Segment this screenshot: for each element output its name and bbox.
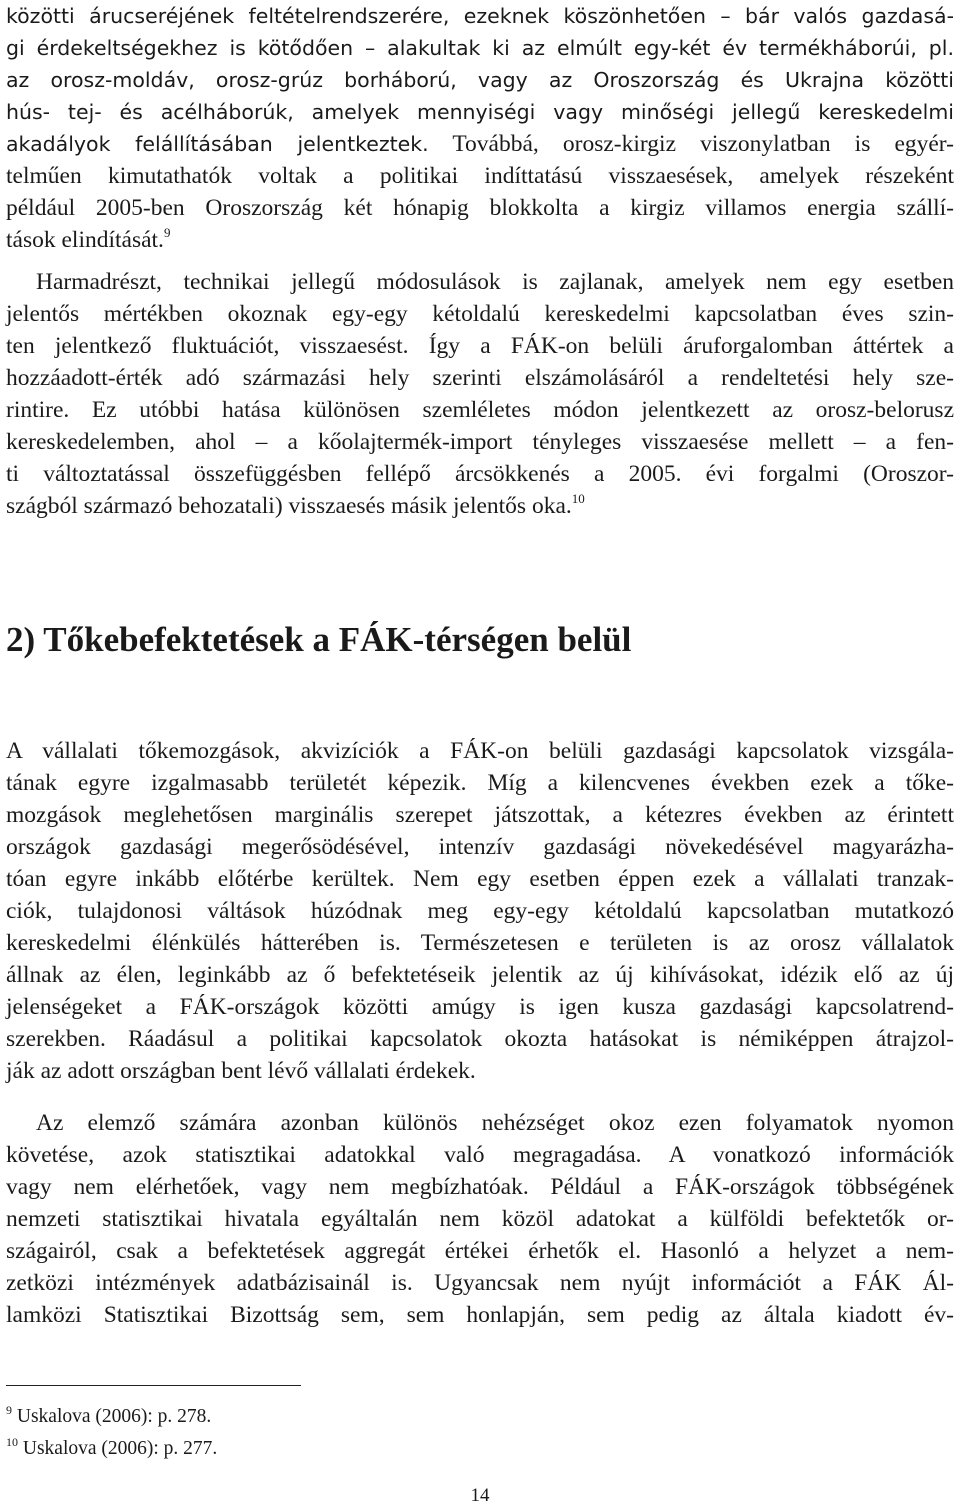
para2-line-7: ti változtatással összefüggésben fellépő árcsökkenés a 2005. évi forgalmi (Oroszor- — [6, 461, 954, 487]
para4-line-2: követése, azok statisztikai adatokkal való megragadása. A vonatkozó információk — [6, 1142, 954, 1168]
para1-line-4: hús- tej- és acélháborúk, amelyek mennyiségi vagy minőségi jellegű kereskedelmi — [6, 100, 954, 124]
para3-line-4: országok gazdasági megerősödésével, intenzív gazdasági növekedésével magyarázha- — [6, 834, 954, 860]
para4-line-4: nemzeti statisztikai hivatala egyáltalán nem közöl adatokat a külföldi befektetők or- — [6, 1206, 954, 1232]
para3-line-6: ciók, tulajdonosi váltások húzódnak meg egy-egy kétoldalú kapcsolatban mutatkozó — [6, 898, 954, 924]
para1-line-7: például 2005-ben Oroszország két hónapig blokkolta a kirgiz villamos energia szállí- — [6, 195, 954, 221]
footnote-separator — [6, 1385, 301, 1386]
footnote-10 — [6, 1436, 217, 1462]
para1-line-5-sans: akadályok felállításában jelentkeztek. — [6, 132, 429, 156]
para2-line-3: ten jelentkező fluktuációt, visszaesést. Így a FÁK-on belüli áruforgalomban áttértek a — [6, 333, 954, 359]
para1-line-8-text: tások elindítását. — [6, 227, 164, 253]
footnote-9 — [6, 1404, 211, 1430]
para4-line-7: lamközi Statisztikai Bizottság sem, sem honlapján, sem pedig az általa kiadott év- — [6, 1302, 954, 1328]
para2-line-6: kereskedelemben, ahol – a kőolajtermék-import tényleges visszaesése mellett – a fen- — [6, 429, 954, 455]
para4-line-3: vagy nem elérhetőek, vagy nem megbízhatóak. Például a FÁK-országok többségének — [6, 1174, 954, 1200]
para3-line-2: tának egyre izgalmasabb területét képezik. Míg a kilencvenes években ezek a tőke- — [6, 770, 954, 796]
footnote-10-number: 10 — [6, 1435, 18, 1449]
footnote-10-text: Uskalova (2006): p. 277. — [18, 1438, 218, 1459]
para2-line-2: jelentős mértékben okoznak egy-egy kétoldalú kereskedelmi kapcsolatban éves szin- — [6, 301, 954, 327]
para3-line-10: szerekben. Ráadásul a politikai kapcsolatok okozta hatásokat is némiképpen átrajzol- — [6, 1026, 954, 1052]
para3-line-5: tóan egyre inkább előtérbe kerültek. Nem egy esetben éppen ezek a vállalati tranzak- — [6, 866, 954, 892]
para4-line-1: Az elemző számára azonban különös nehézséget okoz ezen folyamatok nyomon — [36, 1110, 954, 1136]
para3-line-9: jelenségeket a FÁK-országok közötti amúgy is igen kusza gazdasági kapcsolatrend- — [6, 994, 954, 1020]
para4-line-6: zetközi intézmények adatbázisainál is. Ugyancsak nem nyújt információt a FÁK Ál- — [6, 1270, 954, 1296]
para3-line-11: ják az adott országban bent lévő vállalati érdekek. — [6, 1058, 476, 1084]
section-heading: 2) Tőkebefektetések a FÁK-térségen belül — [6, 620, 632, 659]
para1-line-1: közötti árucseréjének feltételrendszerére, ezeknek köszönhetően – bár valós gazdasá- — [6, 4, 954, 28]
para1-line-5 — [6, 128, 954, 160]
para1-line-3: az orosz-moldáv, orosz-grúz borháború, vagy az Oroszország és Ukrajna közötti — [6, 68, 954, 92]
para4-line-5: szágairól, csak a befektetések aggregát értékei érhetők el. Hasonló a helyzet a nem- — [6, 1238, 954, 1264]
para3-line-8: állnak az élen, leginkább az ő befektetéseik jelentik az új kihívásokat, idézik elő az új — [6, 962, 954, 988]
footnote-9-text: Uskalova (2006): p. 278. — [12, 1406, 212, 1427]
page-number: 14 — [470, 1485, 490, 1506]
para2-line-5: rintire. Ez utóbbi hatása különösen szemléletes módon jelentkezett az orosz-belorusz — [6, 397, 954, 423]
para3-line-1: A vállalati tőkemozgások, akvizíciók a FÁK-on belüli gazdasági kapcsolatok vizsgála- — [6, 738, 954, 764]
footnote-9-number: 9 — [6, 1403, 12, 1417]
footnote-ref-10[interactable]: 10 — [571, 491, 585, 506]
para3-line-7: kereskedelmi élénkülés hátterében is. Természetesen e területen is az orosz vállalatok — [6, 930, 954, 956]
para1-line-2: gi érdekeltségekhez is kötődően – alakultak ki az elmúlt egy-két év termékháborúi, pl. — [6, 36, 954, 60]
footnote-ref-9[interactable]: 9 — [163, 225, 171, 240]
para1-line-8 — [6, 224, 954, 256]
para2-line-8-text: szágból származó behozatali) visszaesés másik jelentős oka. — [6, 493, 572, 519]
para2-line-8 — [6, 490, 954, 522]
para1-line-6: telműen kimutathatók voltak a politikai indíttatású visszaesések, amelyek részeként — [6, 163, 954, 189]
para3-line-3: mozgások meglehetősen marginális szerepet játszottak, a kétezres években az érintett — [6, 802, 954, 828]
para1-line-5-serif: Továbbá, orosz-kirgiz viszonylatban is egyér- — [428, 131, 954, 157]
para2-line-1: Harmadrészt, technikai jellegű módosulások is zajlanak, amelyek nem egy esetben — [36, 269, 954, 295]
para2-line-4: hozzáadott-érték adó származási hely szerinti elszámolásáról a rendeltetési hely sze- — [6, 365, 954, 391]
